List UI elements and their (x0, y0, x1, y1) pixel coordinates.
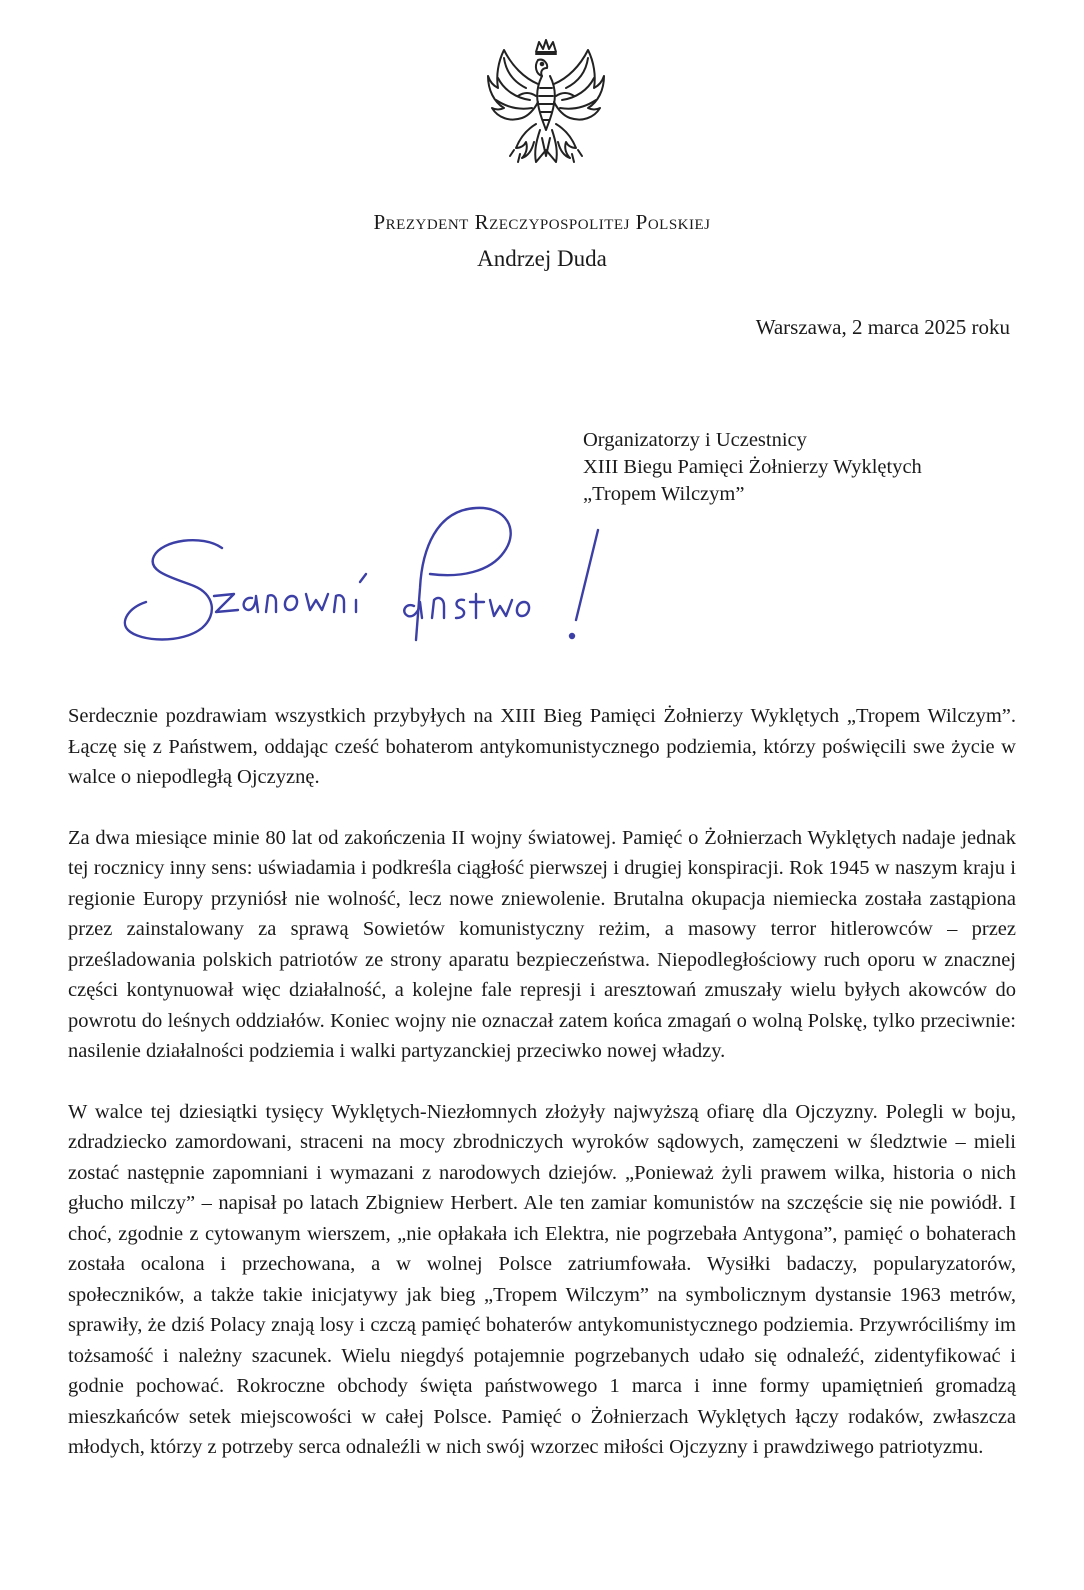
body-paragraph: W walce tej dziesiątki tysięcy Wyklętych-Niezłomnych złożyły najwyższą ofiarę dla Ojczyzny. Polegli w boju, zdradziecko zamordowani, straceni na mocy zbrodniczych wyroków sądowych, zamęczeni w śledztwie – mieli zostać następnie zapomniani i wymazani z narodowych dziejów. „Ponieważ żyli prawem wilka, historia o nich głucho milczy” – napisał po latach Zbigniew Herbert. Ale ten zamiar komunistów na szczęście się nie powiódł. I choć, zgodnie z cytowanym wierszem, „nie opłakała ich Elektra, nie pogrzebała Antygona”, pamięć o bohaterach została ocalona i przechowana, a w wolnej Polsce zatriumfowała. Wysiłki badaczy, popularyzatorów, społeczników, a także takie inicjatywy jak bieg „Tropem Wilczym” na symbolicznym dystansie 1963 metrów, sprawiły, że dziś Polacy znają losy i czczą pamięć bohaterów antykomunistycznego podziemia. Przywróciliśmy im tożsamość i należny szacunek. Wielu niegdyś potajemnie pogrzebanych udało się odnaleźć, zidentyfikować i godnie pochować. Rokroczne obchody święta państwowego 1 marca i inne formy upamiętnień gromadzą mieszkańców setek miejscowości w całej Polsce. Pamięć o Żołnierzach Wyklętych łączy rodaków, zwłaszcza młodych, którzy z potrzeby serca odnaleźli w nich swój wzorzec miłości Ojczyzny i prawdziwego patriotyzmu. (68, 1100, 1016, 1458)
handwritten-salutation (110, 490, 630, 660)
body-paragraph: Serdecznie pozdrawiam wszystkich przybyłych na XIII Bieg Pamięci Żołnierzy Wyklętych „Tropem Wilczym”. Łączę się z Państwem, oddając cześć bohaterom antykomunistycznego podziemia, którzy poświęcili swe życie w walce o niepodległą Ojczyznę. (68, 705, 1016, 788)
polish-eagle-emblem-icon (484, 38, 608, 188)
addressee-block (583, 427, 922, 508)
addressee-line: „Tropem Wilczym” (583, 483, 745, 505)
header-title: Prezydent Rzeczypospolitej Polskiej (373, 210, 711, 234)
letter-body (68, 701, 1016, 1463)
body-paragraph: Za dwa miesiące minie 80 lat od zakończenia II wojny światowej. Pamięć o Żołnierzach Wyklętych nadaje jednak tej rocznicy inny sens: uświadamia i podkreśla ciągłość pierwszej i drugiej konspiracji. Rok 1945 w naszym kraju i regionie Europy przyniósł nie wolność, lecz nowe zniewolenie. Brutalna okupacja niemiecka została zastąpiona przez zainstalowany za sprawą Sowietów komunistyczny reżim, a masowy terror hitlerowców – przez prześladowania polskich patriotów ze strony aparatu bezpieczeństwa. Niepodległościowy ruch oporu w znacznej części kontynuował więc działalność, a kolejne fale represji i aresztowań zmuszały wielu byłych akowców do powrotu do leśnych oddziałów. Koniec wojny nie oznaczał zatem końca zmagań o wolną Polskę, tylko przeciwnie: nasilenie działalności podziemia i walki partyzanckiej przeciwko nowej władzy. (68, 826, 1016, 1062)
header-name: Andrzej Duda (477, 246, 607, 271)
addressee-line: XIII Biegu Pamięci Żołnierzy Wyklętych (583, 456, 922, 478)
addressee-line: Organizatorzy i Uczestnicy (583, 429, 807, 451)
date-line: Warszawa, 2 marca 2025 roku (755, 315, 1010, 339)
